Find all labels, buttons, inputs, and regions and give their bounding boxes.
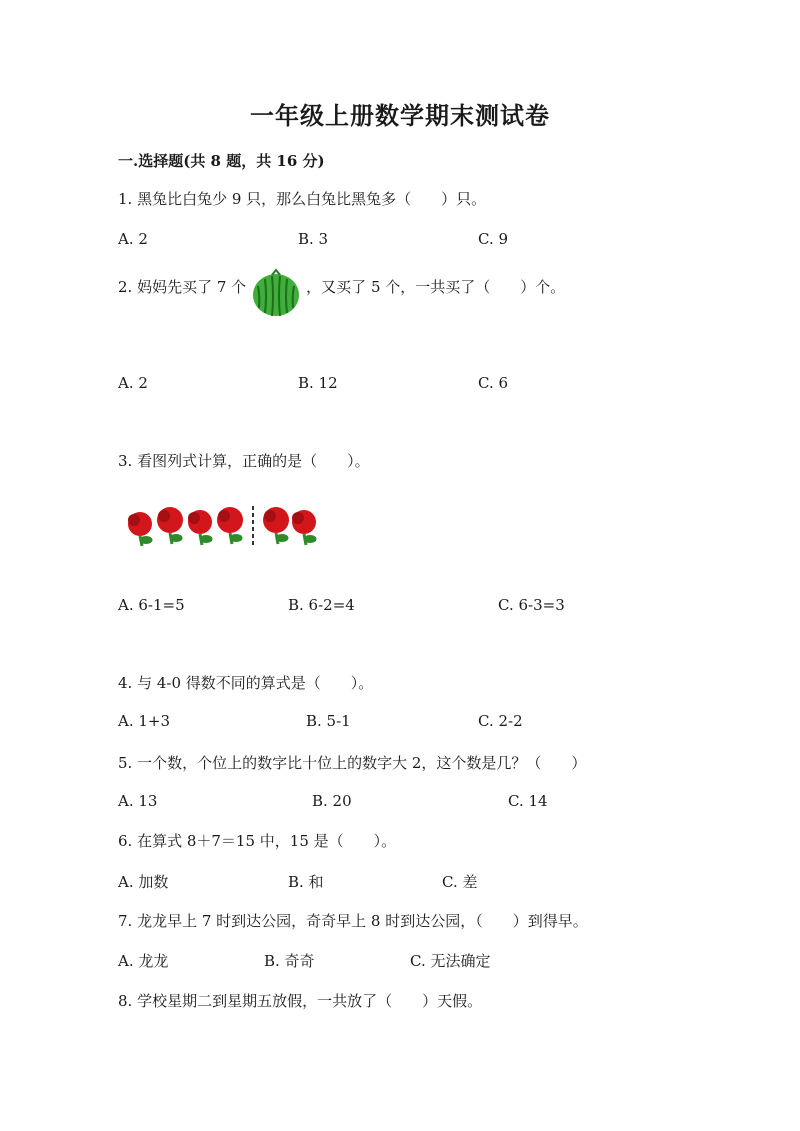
question-1: 1. 黑兔比白兔少 9 只，那么白兔比黑兔多（ ）只。 xyxy=(118,190,487,208)
q4-option-c[interactable]: C. 2-2 xyxy=(478,712,523,730)
q1-option-b[interactable]: B. 3 xyxy=(298,230,329,248)
q2-option-c[interactable]: C. 6 xyxy=(478,374,509,392)
q6-option-a[interactable]: A. 加数 xyxy=(118,873,169,891)
q2-text-after: ，又买了 5 个，一共买了（ ）个。 xyxy=(306,278,566,296)
question-7: 7. 龙龙早上 7 时到达公园，奇奇早上 8 时到达公园，（ ）到得早。 xyxy=(118,912,588,930)
q4-option-b[interactable]: B. 5-1 xyxy=(306,712,351,730)
q5-option-b[interactable]: B. 20 xyxy=(312,792,352,810)
question-5: 5. 一个数，个位上的数字比十位上的数字大 2，这个数是几？（ ） xyxy=(118,754,587,772)
q1-option-c[interactable]: C. 9 xyxy=(478,230,509,248)
q1-option-a[interactable]: A. 2 xyxy=(118,230,148,248)
q6-option-b[interactable]: B. 和 xyxy=(288,873,324,891)
q3-option-b[interactable]: B. 6-2=4 xyxy=(288,596,355,614)
question-4: 4. 与 4-0 得数不同的算式是（ ）。 xyxy=(118,674,374,692)
q7-option-a[interactable]: A. 龙龙 xyxy=(118,952,169,970)
q2-text-before: 2. 妈妈先买了 7 个 xyxy=(118,278,247,296)
watermelon-icon xyxy=(250,266,302,322)
section-heading: 一.选择题(共 8 题，共 16 分) xyxy=(118,152,325,170)
question-8: 8. 学校星期二到星期五放假，一共放了（ ）天假。 xyxy=(118,992,483,1010)
q4-option-a[interactable]: A. 1+3 xyxy=(118,712,171,730)
q5-option-c[interactable]: C. 14 xyxy=(508,792,548,810)
question-3: 3. 看图列式计算，正确的是（ ）。 xyxy=(118,452,370,470)
q5-option-a[interactable]: A. 13 xyxy=(118,792,158,810)
q3-option-a[interactable]: A. 6-1=5 xyxy=(118,596,185,614)
q3-option-c[interactable]: C. 6-3=3 xyxy=(498,596,565,614)
q7-option-b[interactable]: B. 奇奇 xyxy=(264,952,315,970)
question-2 xyxy=(118,266,565,322)
flower-cluster-icon xyxy=(120,502,328,554)
q2-option-b[interactable]: B. 12 xyxy=(298,374,338,392)
page-title: 一年级上册数学期末测试卷 xyxy=(250,101,550,130)
question-6: 6. 在算式 8＋7＝15 中，15 是（ ）。 xyxy=(118,832,397,850)
q2-option-a[interactable]: A. 2 xyxy=(118,374,148,392)
q6-option-c[interactable]: C. 差 xyxy=(442,873,478,891)
q7-option-c[interactable]: C. 无法确定 xyxy=(410,952,491,970)
